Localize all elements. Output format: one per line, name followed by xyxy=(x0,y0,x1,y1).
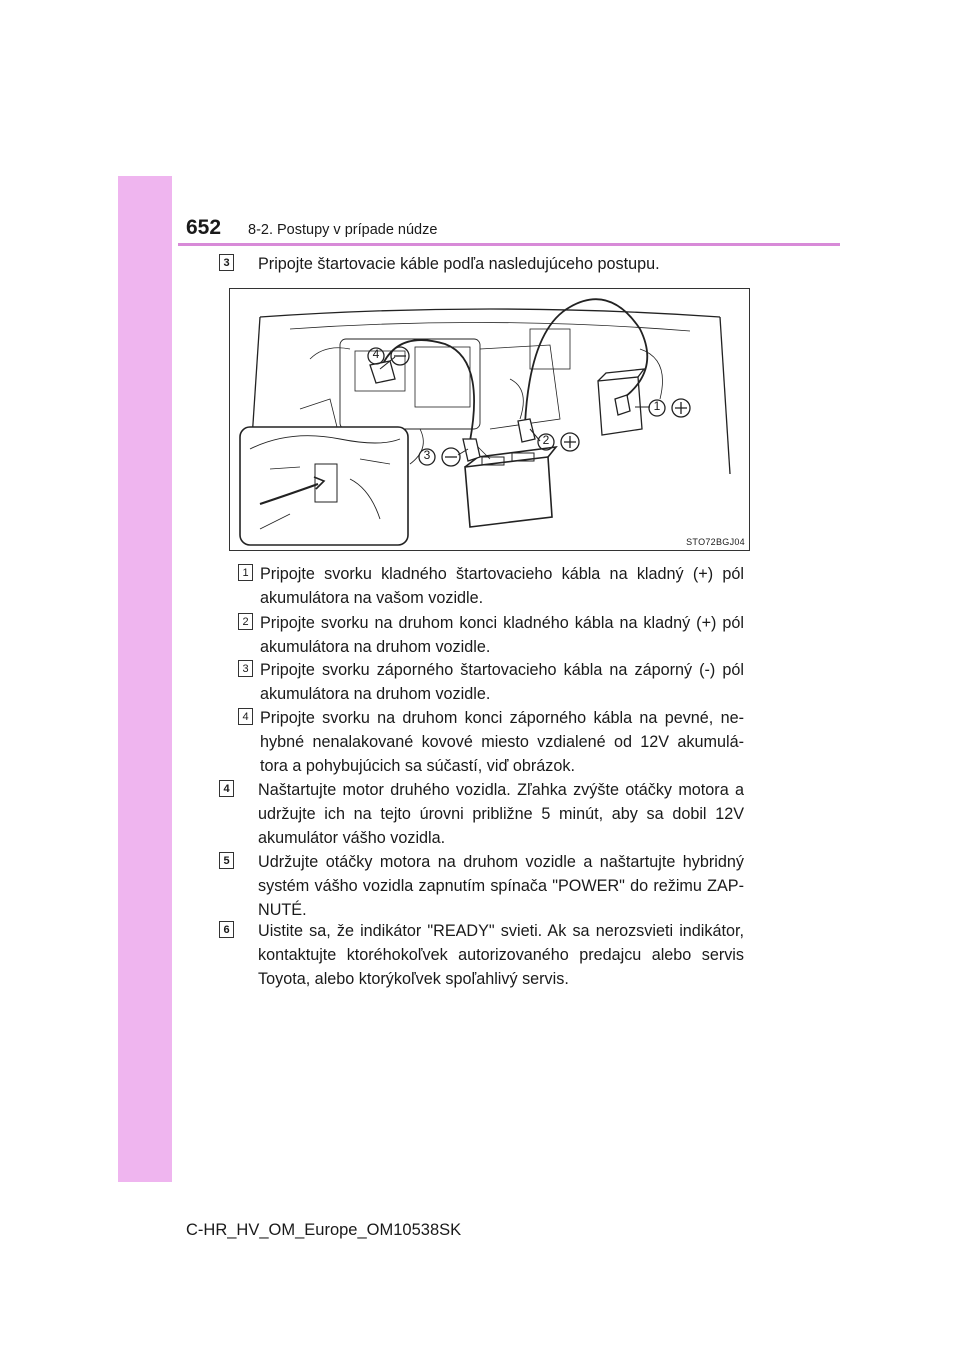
substep-4-text: Pripojte svorku na druhom konci záporného kábla na pevné, ne-hybné nenalakované kovové miesto vzdialené od 12V akumulá-tora a pohybujúcich sa súčastí, viď obrázok. xyxy=(260,709,744,775)
step-badge-6: 6 xyxy=(219,921,234,938)
jump-start-illustration xyxy=(229,288,750,551)
step-badge-4: 4 xyxy=(219,780,234,797)
step-badge-5: 5 xyxy=(219,852,234,869)
substep-2-text: Pripojte svorku na druhom konci kladného kábla na kladný (+) pól akumulátora na druhom vozidle. xyxy=(260,614,744,656)
substep-badge-4: 4 xyxy=(238,708,253,725)
step-5-text: Udržujte otáčky motora na druhom vozidle a naštartujte hybridný systém vášho vozidla zapnutím spínača "POWER" do režimu ZAP-NUTÉ. xyxy=(258,853,744,919)
chapter-side-band xyxy=(118,176,172,1182)
step-4-text: Naštartujte motor druhého vozidla. Zľahka zvýšte otáčky motora a udržujte ich na tejto úrovni približne 5 minút, aby sa dobil 12V akumulátor vášho vozidla. xyxy=(258,781,744,847)
step-badge-3: 3 xyxy=(219,254,234,271)
callout-1: 1 xyxy=(653,399,661,413)
substep-badge-1: 1 xyxy=(238,564,253,581)
callout-2: 2 xyxy=(542,433,550,447)
step-3-text: Pripojte štartovacie káble podľa nasledujúceho postupu. xyxy=(258,255,660,273)
substep-1-text: Pripojte svorku kladného štartovacieho kábla na kladný (+) pól akumulátora na vašom vozidle. xyxy=(260,565,744,607)
substep-badge-2: 2 xyxy=(238,613,253,630)
step-6-text: Uistite sa, že indikátor "READY" svieti. Ak sa nerozsvieti indikátor, kontaktujte ktoréhokoľvek autorizovaného predajcu alebo servis Toyota, alebo ktorýkoľvek spoľahlivý servis. xyxy=(258,922,744,988)
callout-4: 4 xyxy=(372,347,380,361)
callout-3: 3 xyxy=(423,448,431,462)
section-title: 8-2. Postupy v prípade núdze xyxy=(248,222,438,238)
figure-code: STO72BGJ04 xyxy=(686,537,745,547)
substep-badge-3: 3 xyxy=(238,660,253,677)
page-number: 652 xyxy=(186,216,222,239)
header-divider xyxy=(178,243,840,246)
substep-3-text: Pripojte svorku záporného štartovacieho kábla na záporný (-) pól akumulátora na druhom vozidle. xyxy=(260,661,744,703)
engine-bay-drawing xyxy=(230,289,750,551)
document-id-footer: C-HR_HV_OM_Europe_OM10538SK xyxy=(186,1221,462,1239)
